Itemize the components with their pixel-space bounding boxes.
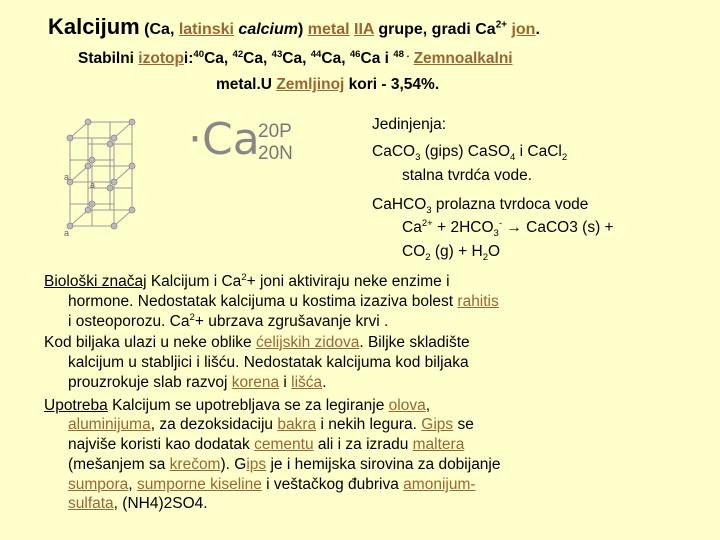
- lattice-label-a2: a: [64, 228, 70, 238]
- use-3b: ali i za izradu: [313, 436, 413, 453]
- compounds-line-6: [402, 243, 501, 264]
- sumpora-link[interactable]: sumpora: [68, 476, 129, 493]
- use-6a: , (NH4)2SO4.: [113, 495, 208, 512]
- title-grupe: grupe, gradi Ca: [373, 21, 496, 38]
- sumporne-kiseline-link[interactable]: sumporne kiseline: [136, 476, 262, 493]
- use-1a: Kalcijum se upotrebljava se za legiranje: [107, 397, 389, 414]
- stabilni-text: Stabilni: [78, 50, 139, 67]
- gips-link-2[interactable]: ips: [246, 456, 267, 473]
- krecom-link[interactable]: krečom: [169, 456, 221, 473]
- use-3a: najviše koristi kao dodatak: [68, 436, 255, 453]
- ca-43: Ca,: [282, 50, 311, 67]
- use-4a: (mešanjem sa: [68, 456, 170, 473]
- hco3-sub: 3: [493, 228, 499, 240]
- use-line-1: [44, 397, 430, 415]
- title-line: [48, 14, 540, 40]
- sulfata-link[interactable]: sulfata: [68, 495, 114, 512]
- compounds-line-5: [402, 217, 614, 240]
- mass-44: 44: [310, 48, 322, 60]
- sub-3: 3: [415, 152, 421, 164]
- use-2b: i nekih legura.: [316, 416, 422, 433]
- title-paren-close: ): [298, 21, 304, 38]
- co2-text: CO: [402, 243, 426, 260]
- mass-42: 42: [232, 48, 244, 60]
- compounds-line-2: [372, 143, 568, 164]
- sub-4: 4: [510, 152, 516, 164]
- reaction-product: → CaCO3 (s) +: [502, 219, 614, 236]
- ca-element-symbol: ·Ca: [188, 114, 260, 165]
- metal-link[interactable]: metal: [307, 21, 350, 38]
- bio-line-3: [68, 313, 388, 331]
- lattice-label-a3: a: [90, 180, 96, 190]
- use-line-5: [68, 476, 476, 494]
- use-2c: se: [453, 416, 474, 433]
- ca-46: Ca i: [360, 50, 394, 67]
- plant-3-i: i: [279, 374, 292, 391]
- bio-3-sup: 2: [189, 311, 195, 323]
- o-text: O: [488, 243, 501, 260]
- olova-link[interactable]: olova: [388, 397, 426, 414]
- sub-3b: 3: [426, 205, 432, 217]
- calcium-text: calcium: [233, 21, 298, 38]
- bio-3a: i osteoporozu. Ca: [68, 313, 190, 330]
- gips-link[interactable]: Gips: [421, 416, 454, 433]
- zemljinoj-link[interactable]: Zemljinoj: [276, 76, 345, 93]
- mass-40: 40: [193, 48, 205, 60]
- use-line-6: [68, 495, 208, 513]
- bio-line-2: [68, 293, 499, 311]
- bakra-link[interactable]: bakra: [277, 416, 317, 433]
- bio-1-sup: 2: [241, 271, 247, 283]
- calcium-picture: [60, 114, 354, 266]
- title-paren-open: (Ca,: [144, 21, 179, 38]
- ca-charge: 2+: [421, 217, 433, 229]
- amonijum-link[interactable]: amonijum-: [403, 476, 476, 493]
- compounds-line-3: stalna tvrdća vode.: [402, 167, 533, 184]
- lattice-label-a1: a: [64, 172, 70, 182]
- plant-1a: Kod biljaka ulazi u neke oblike: [44, 334, 256, 351]
- neutron-count: 20N: [258, 143, 293, 164]
- caso4-text: (gips) CaSO: [420, 143, 511, 160]
- isotopes-line: [78, 50, 513, 68]
- ca-42: Ca,: [243, 50, 272, 67]
- title-period: .: [535, 21, 540, 38]
- hco3-charge: -: [498, 217, 503, 229]
- plant-line-1: [44, 334, 470, 352]
- mass-43: 43: [271, 48, 283, 60]
- jon-link[interactable]: jon: [511, 21, 536, 38]
- metal-post: kori - 3,54%.: [344, 76, 440, 93]
- proton-count: 20P: [258, 121, 292, 142]
- prolazna-text: prolazna tvrdoca vode: [431, 196, 589, 213]
- mass-48: 48 .: [393, 48, 410, 60]
- use-2a: , za dezoksidaciju: [150, 416, 278, 433]
- cahco3-text: CaHCO: [372, 196, 427, 213]
- iia-link[interactable]: IIA: [354, 21, 374, 38]
- use-4b: ). G: [220, 456, 247, 473]
- use-line-2: [68, 416, 474, 434]
- cementu-link[interactable]: cementu: [254, 436, 314, 453]
- metal-pre: metal.U: [216, 76, 277, 93]
- aluminijuma-link[interactable]: aluminijuma: [68, 416, 151, 433]
- ca-40: Ca,: [204, 50, 233, 67]
- ca-44: Ca,: [321, 50, 350, 67]
- use-5a: ,: [128, 476, 137, 493]
- bio-1b: + joni aktiviraju neke enzime i: [246, 273, 450, 290]
- h2o-text: (g) + H: [430, 243, 483, 260]
- use-5b: i veštačkog đubriva: [261, 476, 404, 493]
- latinski-link[interactable]: latinski: [178, 21, 234, 38]
- title-charge: 2+: [495, 19, 507, 31]
- co2-sub: 2: [425, 252, 431, 264]
- bio-3b: + ubrzava zgrušavanje krvi .: [194, 313, 389, 330]
- upotreba-label: Upotreba: [44, 397, 108, 414]
- use-4c: je i hemijska sirovina za dobijanje: [266, 456, 501, 473]
- compounds-line-4: [372, 196, 589, 217]
- lisca-link[interactable]: lišća: [291, 374, 323, 391]
- maltera-link[interactable]: maltera: [412, 436, 465, 453]
- zemnoalkalni-link[interactable]: Zemnoalkalni: [413, 50, 513, 67]
- mass-46: 46: [349, 48, 361, 60]
- bio-line-1: [44, 273, 450, 291]
- hco3-text: + 2HCO: [432, 219, 494, 236]
- h2o-sub: 2: [482, 252, 489, 264]
- use-line-4: [68, 456, 501, 474]
- caco3-text: CaCO: [372, 143, 416, 160]
- plant-line-3: [68, 374, 327, 392]
- use-1-end: ,: [425, 397, 431, 414]
- plant-3-end: .: [322, 374, 327, 391]
- cacl2-text: i CaCl: [515, 143, 562, 160]
- izotopi-suffix: i:: [183, 50, 194, 67]
- bio-1a: Kalcijum i Ca: [146, 273, 242, 290]
- compounds-heading: Jedinjenja:: [372, 116, 447, 133]
- plant-line-2: kalcijum u stabljici i lišću. Nedostatak kalcijuma kod biljaka: [68, 354, 469, 371]
- ca-ion: Ca: [402, 219, 422, 236]
- element-name: Kalcijum: [48, 14, 140, 39]
- bio-2a: hormone. Nedostatak kalcijuma u kostima izaziva bolest: [68, 293, 458, 310]
- plant-1b: . Biljke skladište: [359, 334, 470, 351]
- celijskih-zidova-link[interactable]: ćelijskih zidova: [255, 334, 360, 351]
- bioloski-znacaj-label: Biološki značaj: [44, 273, 147, 290]
- sub-2: 2: [561, 152, 568, 164]
- rahitis-link[interactable]: rahitis: [457, 293, 499, 310]
- plant-3a: prouzrokuje slab razvoj: [68, 374, 232, 391]
- izotop-link[interactable]: izotop: [138, 50, 184, 67]
- korena-link[interactable]: korena: [231, 374, 280, 391]
- metal-line: [216, 76, 439, 94]
- use-line-3: [68, 436, 464, 454]
